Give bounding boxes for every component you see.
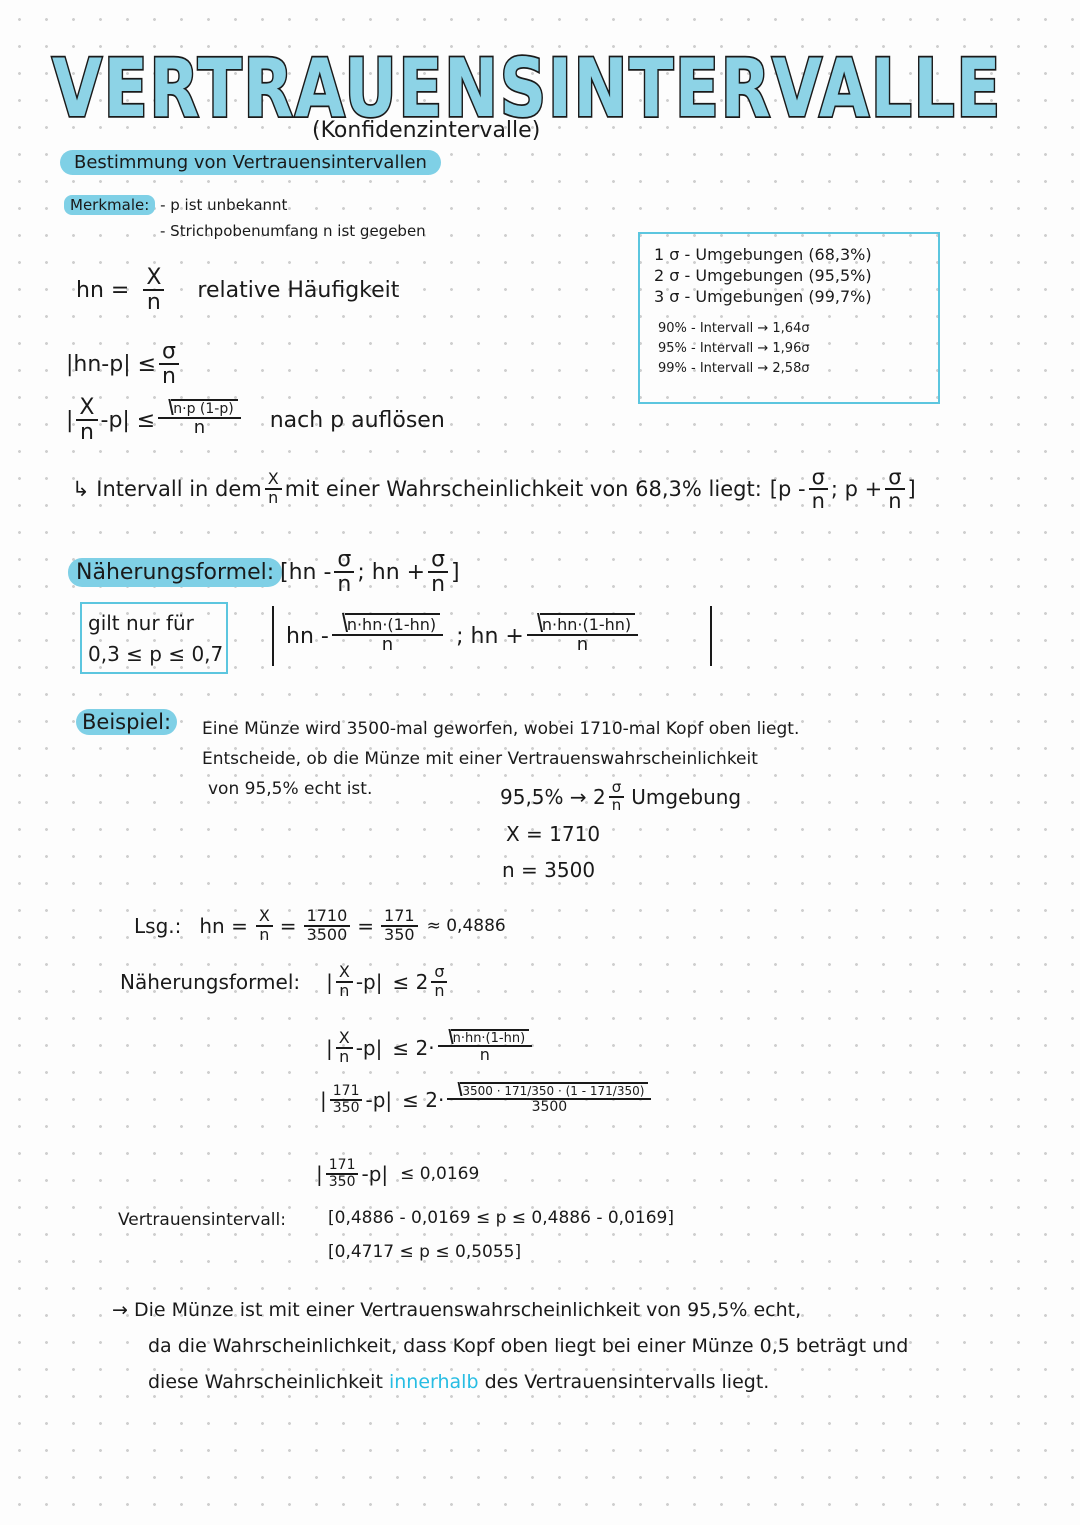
condition-line-2: 0,3 ≤ p ≤ 0,7 [88,642,224,666]
beispiel-note-3: n = 3500 [502,858,596,882]
denominator: n [479,1045,490,1065]
fraction-1710-3500 [304,908,351,944]
fraction-sigma-over-n [885,466,904,512]
beispiel-label-wrap [76,710,177,734]
interval-open: [p - [769,477,806,502]
page-subtitle: (Konfidenzintervalle) [312,118,541,143]
naeherung-close: ] [451,559,460,585]
interval-arrow-text-b: mit einer Wahrscheinlichkeit von 68,3% liegt: [284,477,762,502]
loesung-line-3 [326,1030,535,1066]
abs-bar: | [66,407,74,433]
sigma-line-1: 1 σ - Umgebungen (68,3%) [654,245,872,264]
denominator: n [888,489,902,514]
conclusion-line-2: da die Wahrscheinlichkeit, dass Kopf oben liegt bei einer Münze 0,5 beträgt und [148,1335,909,1357]
lsg-approx: ≈ 0,4886 [426,915,506,936]
sqrt-n-hn: n·hn·(1-hn) [345,613,440,634]
minus-p: -p| [365,1087,393,1112]
fraction-sigma-over-n [334,548,354,596]
numerator: X [265,471,282,490]
numerator: σ [609,780,625,798]
numerator: X [256,908,273,927]
solve-for-p-label: nach p auflösen [269,407,445,433]
numerator: σ [159,340,179,365]
sqrt-np-1-p: n·p (1-p) [171,399,237,417]
equals-sign: = [279,913,297,938]
beispiel-line-1: Eine Münze wird 3500-mal geworfen, wobei 1710-mal Kopf oben liegt. [202,719,800,739]
loesung-line-4 [320,1084,654,1115]
lsg-naeherung-label: Näherungsformel: [120,969,301,994]
fraction-x-over-n [143,266,164,314]
fraction-171-350 [381,908,418,944]
interval-95: 95% - Intervall → 1,96σ [658,341,810,356]
denominator: n [431,572,446,598]
formula-hn [76,266,399,314]
conclusion-line-3 [148,1364,908,1400]
numerator: X [336,1030,353,1049]
beispiel-note-2: X = 1710 [506,822,601,846]
denominator: n [339,1046,350,1066]
naeherung-label: Näherungsformel: [68,558,282,587]
merkmale-block [64,196,287,214]
vi-line-2: [0,4717 ≤ p ≤ 0,5055] [328,1242,522,1262]
minus-p: -p| [355,969,383,994]
step-4-rhs: ≤ 0,0169 [400,1163,480,1184]
section-heading [60,152,441,173]
sqrt-n-hn: n·hn·(1-hn) [540,613,635,634]
naeherung-formula-2 [272,606,712,666]
denominator: 350 [384,924,415,944]
numerator [527,617,638,636]
numerator: σ [809,466,828,490]
sqrt-3500-expression: 3500 · 171/350 · (1 - 171/350) [460,1082,648,1098]
numerator: σ [334,548,354,573]
interval-90: 90% - Intervall → 1,64σ [658,321,810,336]
conclusion [112,1292,908,1400]
fraction-sigma-over-n [428,548,448,596]
step-2-rhs: ≤ 2· [392,1035,435,1060]
numerator: σ [428,548,448,573]
sigma-environments-box [638,232,940,404]
loesung-line-5 [316,1158,479,1189]
denominator: n [337,572,352,598]
denominator: n [576,633,589,655]
interval-lines [658,319,924,379]
formula-ineq-1 [66,340,182,388]
fraction-x-over-n [76,396,97,444]
beispiel-line-2: Entscheide, ob die Münze mit einer Vertrauenswahrscheinlichkeit [202,749,758,769]
conclusion-line-3-b: des Vertrauensintervalls liegt. [484,1371,770,1393]
step-1-rhs: ≤ 2 [392,969,429,994]
abs-bar: | [316,1161,323,1186]
fraction-sqrt-hn-over-n [527,617,638,655]
conclusion-line-3-a: diese Wahrscheinlichkeit [148,1371,383,1393]
lsg-label: Lsg.: [134,913,182,938]
fraction-x-over-n [336,964,353,1000]
numerator: X [143,266,164,291]
merkmale-item-2: - Strichpobenumfang n ist gegeben [160,222,426,240]
denominator: n [146,290,161,316]
denominator: n [611,795,622,814]
numerator: 1710 [304,908,351,927]
denominator: n [193,416,206,438]
denominator: n [339,980,350,1000]
formula-hn-lhs: hn = [76,277,130,303]
sqrt-n-hn: n·hn·(1-hn) [451,1029,530,1046]
denominator: n [434,980,445,1000]
fraction-sqrt-hn-over-n [438,1032,533,1064]
numerator [438,1032,533,1048]
abs-bar: | [326,1035,333,1060]
denominator: n [79,420,94,446]
fraction-sigma-over-n [609,780,625,814]
abs-bar: | [326,969,333,994]
minus-p: -p| [355,1035,383,1060]
vi-label: Vertrauensintervall: [118,1210,286,1230]
numerator: 171 [326,1158,359,1175]
denominator: n [811,489,825,514]
sigma-lines [654,244,924,307]
numerator: 171 [330,1084,363,1101]
numerator [158,402,240,419]
condition-box [80,602,228,674]
fraction-sigma-over-n [809,466,828,512]
numerator [447,1085,651,1100]
interval-99: 99% - Intervall → 2,58σ [658,361,810,376]
fraction-sqrt-3500 [447,1085,651,1114]
fraction-x-over-n [336,1030,353,1066]
beispiel-label: Beispiel: [76,709,177,735]
interval-68-line [72,466,916,512]
numerator: σ [431,964,447,983]
denominator: 3500 [306,924,348,944]
hn-minus: hn - [286,623,329,649]
interval-close: ] [907,477,916,502]
denominator: 350 [328,1173,356,1190]
naeherung-formula-1 [280,548,460,596]
sigma-line-2: 2 σ - Umgebungen (95,5%) [654,266,872,285]
fraction-sqrt-npq-over-n [158,402,240,438]
naeherung-open: [hn - [280,559,332,585]
step-3-rhs: ≤ 2· [402,1087,445,1112]
minus-p: -p| [361,1161,389,1186]
note-1-end: Umgebung [631,784,742,809]
condition-line-1: gilt nur für [88,611,194,635]
page-title-text: VERTRAUENSINTERVALLE [52,42,1002,135]
numerator: σ [885,466,904,490]
ineq-1-lhs: |hn-p| ≤ [66,351,157,377]
fraction-sqrt-hn-over-n [332,617,443,655]
interval-mid: ; p + [830,477,883,502]
conclusion-highlight: innerhalb [388,1371,479,1393]
sigma-line-3: 3 σ - Umgebungen (99,7%) [654,287,872,306]
vi-line-1: [0,4886 - 0,0169 ≤ p ≤ 0,4886 - 0,0169] [328,1208,674,1228]
fraction-sigma-over-n [159,340,179,388]
note-1-text: 95,5% → 2 [500,784,606,809]
fraction-171-350 [330,1084,363,1115]
denominator: n [162,364,176,390]
section-heading-label: Bestimmung von Vertrauensintervallen [60,150,441,175]
numerator: X [76,396,97,421]
beispiel-line-3: von 95,5% echt ist. [208,779,373,799]
beispiel-note-1 [500,780,741,814]
fraction-171-350 [326,1158,359,1189]
naeherung-label-wrap [68,560,282,585]
numerator: 171 [381,908,418,927]
fraction-sigma-over-n [431,964,447,1000]
denominator: 350 [332,1099,360,1116]
denominator: n [259,924,270,944]
denominator: n [268,488,279,508]
loesung-line-1 [134,908,506,944]
merkmale-label: Merkmale: [64,195,155,215]
interval-arrow-text-a: ↳ Intervall in dem [72,477,262,502]
relative-frequency-label: relative Häufigkeit [197,277,400,303]
equals-sign: = [357,913,375,938]
numerator: X [336,964,353,983]
abs-bar: | [320,1087,327,1112]
ineq-2-lhs-end: -p| ≤ [100,407,156,433]
interval-p-sigma [770,466,916,512]
loesung-line-2 [120,964,450,1000]
lsg-hn: hn = [199,913,248,938]
denominator: 3500 [531,1098,568,1115]
fraction-x-over-n [265,471,282,507]
conclusion-line-1: → Die Münze ist mit einer Vertrauenswahrscheinlichkeit von 95,5% echt, [112,1299,802,1321]
numerator [332,617,443,636]
naeherung-mid: ; hn + [357,559,426,585]
denominator: n [381,633,394,655]
formula-ineq-2 [66,396,445,444]
merkmale-item-1: - p ist unbekannt [160,196,288,214]
hn-plus: ; hn + [456,623,524,649]
fraction-x-over-n [256,908,273,944]
